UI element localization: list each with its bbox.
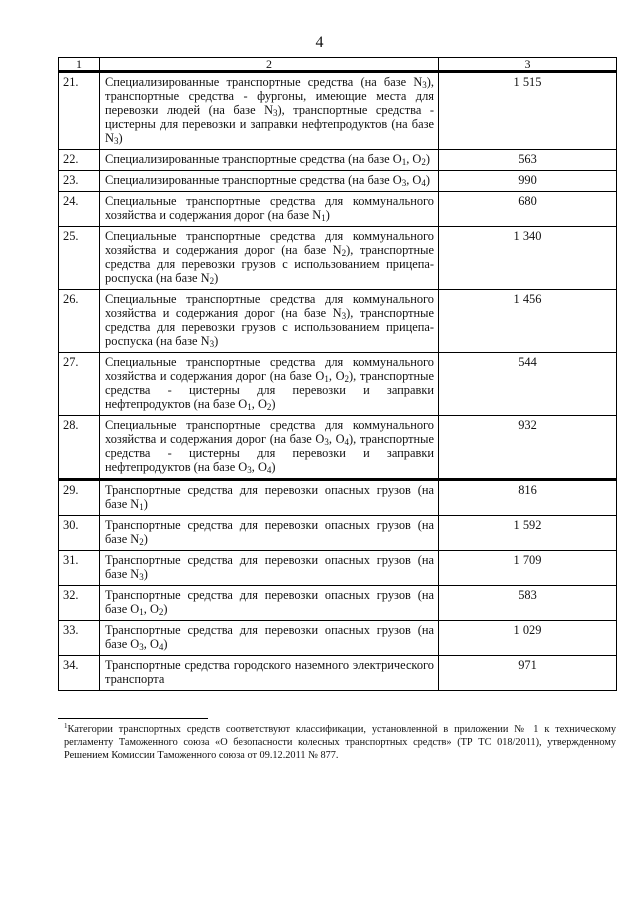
row-value: 1 340 — [439, 227, 617, 290]
row-number: 21. — [59, 72, 100, 150]
row-description: Специализированные транспортные средства (на базе $O_1$, $O_2$) — [100, 150, 439, 171]
row-value: 932 — [439, 416, 617, 480]
footnote-rule — [58, 718, 208, 719]
row-value: 990 — [439, 171, 617, 192]
row-number: 24. — [59, 192, 100, 227]
row-description: Специальные транспортные средства для коммунального хозяйства и содержания дорог (на базе $O_1$, $O_2$), транспортные средства - цистерны для перевозки и заправки нефтепродуктов (на базе $O_1$, $O_2$) — [100, 353, 439, 416]
row-description: Транспортные средства для перевозки опасных грузов (на базе $O_3$, $O_4$) — [100, 621, 439, 656]
row-description: Транспортные средства для перевозки опасных грузов (на базе $N_3$) — [100, 551, 439, 586]
footnote-text: Категории транспортных средств соответствуют классификации, установленной в приложении № 1 к техническому регламенту Таможенного союза «О безопасности колесных транспортных средств» (ТР ТС 018/2011), утвержденному Решением Комиссии Таможенного союза от 09.12.2011 № 877. — [64, 724, 616, 761]
row-value: 1 592 — [439, 516, 617, 551]
row-number: 22. — [59, 150, 100, 171]
row-value: 1 456 — [439, 290, 617, 353]
row-number: 26. — [59, 290, 100, 353]
row-number: 25. — [59, 227, 100, 290]
row-value: 816 — [439, 480, 617, 516]
page-number: 4 — [315, 34, 324, 51]
header-col-1: 1 — [59, 58, 100, 72]
row-description: Специализированные транспортные средства (на базе $N_3$), транспортные средства - фургоны, имеющие места для перевозки людей (на базе $N_3$), транспортные средства - цистерны для перевозки и заправки нефтепродуктов (на базе $N_3$) — [100, 72, 439, 150]
row-number: 29. — [59, 480, 100, 516]
row-value: 544 — [439, 353, 617, 416]
footnote — [64, 723, 616, 762]
row-value: 1 709 — [439, 551, 617, 586]
header-col-3: 3 — [439, 58, 617, 72]
row-description: Транспортные средства городского наземного электрического транспорта — [100, 656, 439, 691]
row-number: 31. — [59, 551, 100, 586]
row-description: Транспортные средства для перевозки опасных грузов (на базе $N_2$) — [100, 516, 439, 551]
table-row — [59, 621, 617, 656]
table-row — [59, 353, 617, 416]
row-value: 1 515 — [439, 72, 617, 150]
row-description: Специальные транспортные средства для коммунального хозяйства и содержания дорог (на базе $N_1$) — [100, 192, 439, 227]
table-row — [59, 150, 617, 171]
table-row — [59, 72, 617, 150]
table-row — [59, 416, 617, 480]
footnote-marker: 1 — [64, 722, 68, 730]
row-value: 1 029 — [439, 621, 617, 656]
row-description: Специальные транспортные средства для коммунального хозяйства и содержания дорог (на базе $O_3$, $O_4$), транспортные средства - цистерны для перевозки и заправки нефтепродуктов (на базе $O_3$, $O_4$) — [100, 416, 439, 480]
row-value: 971 — [439, 656, 617, 691]
row-number: 27. — [59, 353, 100, 416]
header-col-2: 2 — [100, 58, 439, 72]
row-value: 563 — [439, 150, 617, 171]
table-row — [59, 171, 617, 192]
table-row — [59, 227, 617, 290]
row-value: 680 — [439, 192, 617, 227]
row-value: 583 — [439, 586, 617, 621]
row-description: Транспортные средства для перевозки опасных грузов (на базе $N_1$) — [100, 480, 439, 516]
table-row — [59, 551, 617, 586]
row-number: 33. — [59, 621, 100, 656]
row-number: 32. — [59, 586, 100, 621]
row-number: 34. — [59, 656, 100, 691]
row-description: Специализированные транспортные средства (на базе $O_3$, $O_4$) — [100, 171, 439, 192]
table-row — [59, 192, 617, 227]
row-number: 28. — [59, 416, 100, 480]
table-row — [59, 290, 617, 353]
table-row — [59, 516, 617, 551]
table-row — [59, 656, 617, 691]
row-number: 30. — [59, 516, 100, 551]
table-row — [59, 586, 617, 621]
row-description: Транспортные средства для перевозки опасных грузов (на базе $O_1$, $O_2$) — [100, 586, 439, 621]
header-row — [59, 58, 617, 72]
fee-table — [58, 57, 617, 691]
table-row — [59, 480, 617, 516]
row-description: Специальные транспортные средства для коммунального хозяйства и содержания дорог (на базе $N_2$), транспортные средства для перевозки грузов с использованием прицепа-роспуска (на базе $N_2$) — [100, 227, 439, 290]
row-number: 23. — [59, 171, 100, 192]
row-description: Специальные транспортные средства для коммунального хозяйства и содержания дорог (на базе $N_3$), транспортные средства для перевозки грузов с использованием прицепа-роспуска (на базе $N_3$) — [100, 290, 439, 353]
